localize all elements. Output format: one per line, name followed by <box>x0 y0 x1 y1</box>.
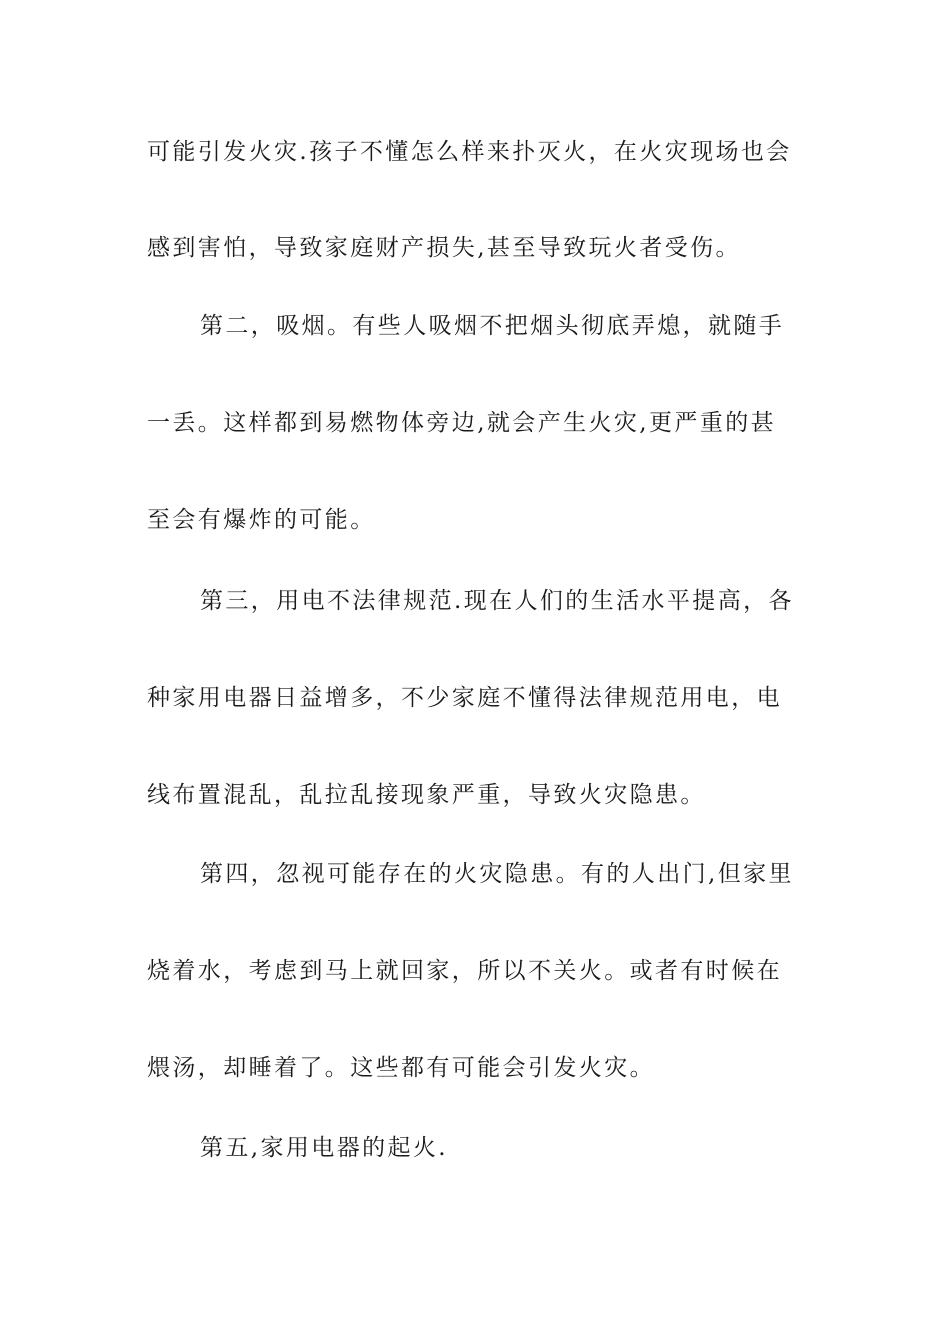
paragraph-start-line: 第五,家用电器的起火. <box>200 1135 449 1161</box>
text-line: 线布置混乱，乱拉乱接现象严重，导致火灾隐患。 <box>147 782 706 808</box>
paragraph-start-line: 第二，吸烟。有些人吸烟不把烟头彻底弄熄，就随手 <box>200 313 785 339</box>
paragraph-start-line: 第四，忽视可能存在的火灾隐患。有的人出门,但家里 <box>200 861 794 887</box>
text-line: 至会有爆炸的可能。 <box>147 507 376 533</box>
text-line: 一丢。这样都到易燃物体旁边,就会产生火灾,更严重的甚 <box>147 410 777 436</box>
paragraph-start-line: 第三，用电不法律规范.现在人们的生活水平提高，各 <box>200 588 794 614</box>
text-line: 种家用电器日益增多，不少家庭不懂得法律规范用电，电 <box>147 685 782 711</box>
text-line: 可能引发火灾.孩子不懂怎么样来扑灭火，在火灾现场也会 <box>147 139 792 165</box>
text-line: 煨汤，却睡着了。这些都有可能会引发火灾。 <box>147 1055 655 1081</box>
text-line: 烧着水，考虑到马上就回家，所以不关火。或者有时候在 <box>147 958 782 984</box>
text-line: 感到害怕，导致家庭财产损失,甚至导致玩火者受伤。 <box>147 235 741 261</box>
